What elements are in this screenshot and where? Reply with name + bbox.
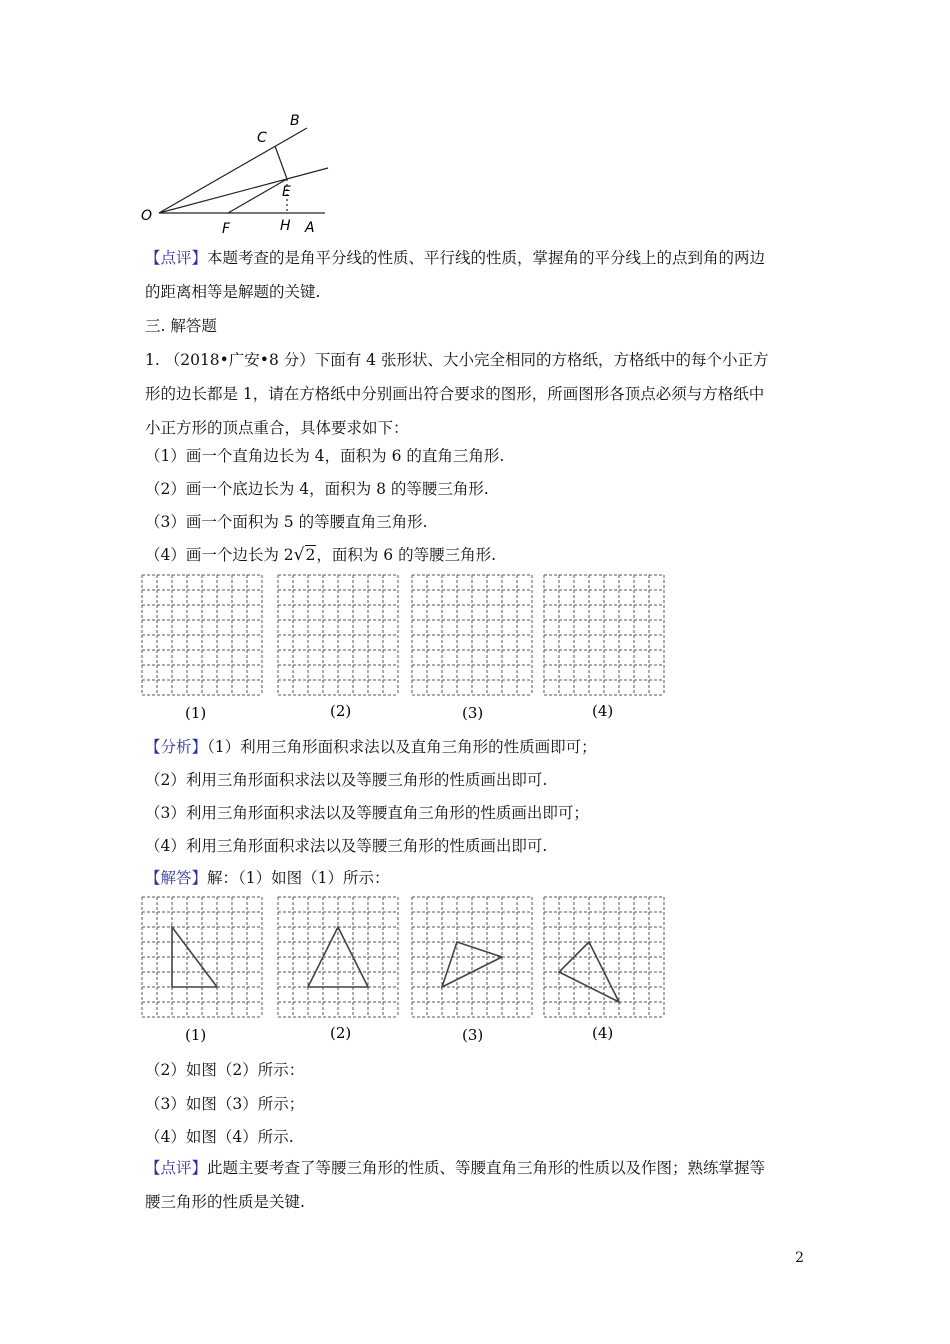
answer-grid-3 (412, 897, 532, 1017)
requirement-3: （3）画一个面积为 5 的等腰直角三角形. (145, 513, 428, 531)
section-title: 三. 解答题 (145, 317, 217, 335)
problem-line1: 1. （2018•广安•8 分）下面有 4 张形状、大小完全相同的方格纸，方格纸中的每个小正方 (145, 351, 769, 369)
problem-line2: 形的边长都是 1，请在方格纸中分别画出符合要求的图形，所画图形各顶点必须与方格纸中 (145, 385, 765, 403)
answer-grid-2 (278, 897, 398, 1017)
answer-paragraph (145, 868, 390, 888)
ray-OE (159, 168, 328, 213)
req4-suffix: ，面积为 6 的等腰三角形. (316, 546, 497, 564)
label-F: F (222, 221, 231, 237)
review-paragraph-2 (145, 1158, 765, 1178)
requirement-4 (145, 545, 496, 565)
grid-4 (544, 575, 664, 695)
ray-OB (159, 128, 307, 213)
label-A: A (305, 220, 315, 236)
grid-caption-3: (3) (462, 704, 484, 722)
sqrt-sign: √ (293, 545, 305, 565)
analysis-line4: （4）利用三角形面积求法以及等腰三角形的性质画出即可. (145, 837, 548, 855)
req4-radicand: 2 (305, 546, 316, 564)
requirement-1: （1）画一个直角边长为 4，面积为 6 的直角三角形. (145, 447, 505, 465)
blank-grid-set (140, 572, 670, 724)
review-text-line1: 本题考查的是角平分线的性质、平行线的性质，掌握角的平分线上的点到角的两边 (207, 249, 766, 267)
answer-line3: （3）如图（3）所示； (145, 1095, 305, 1113)
answer-caption-3: (3) (462, 1026, 484, 1044)
problem-line3: 小正方形的顶点重合，具体要求如下： (145, 419, 409, 437)
answer-caption-4: (4) (592, 1024, 614, 1042)
answer-tag: 【解答】 (145, 869, 208, 887)
answer-line4: （4）如图（4）所示. (145, 1128, 294, 1146)
answer-caption-2: (2) (330, 1024, 352, 1042)
answer-line1: 解：（1）如图（1）所示： (207, 869, 390, 887)
answer-grid-4 (544, 897, 664, 1017)
answer-line2: （2）如图（2）所示： (145, 1061, 305, 1079)
req4-prefix: （4）画一个边长为 2 (145, 546, 294, 564)
requirement-2: （2）画一个底边长为 4，面积为 8 的等腰三角形. (145, 480, 489, 498)
label-O: O (141, 208, 153, 224)
grid-3 (412, 575, 532, 695)
grid-caption-4: (4) (592, 702, 614, 720)
review2-line1: 此题主要考查了等腰三角形的性质、等腰直角三角形的性质以及作图；熟练掌握等 (207, 1159, 766, 1177)
analysis-tag: 【分析】 (145, 738, 208, 756)
segment-FE (228, 179, 287, 213)
angle-bisector-figure (135, 108, 345, 238)
analysis-line2: （2）利用三角形面积求法以及等腰三角形的性质画出即可. (145, 771, 548, 789)
label-B: B (290, 113, 300, 129)
grid-caption-1: (1) (185, 704, 207, 722)
grid-1 (142, 575, 262, 695)
review-text-line2: 的距离相等是解题的关键. (145, 283, 321, 301)
answer-caption-1: (1) (185, 1026, 207, 1044)
review2-line2: 腰三角形的性质是关键. (145, 1193, 305, 1211)
label-H: H (280, 218, 291, 234)
review-tag: 【点评】 (145, 249, 208, 267)
grid-caption-2: (2) (330, 702, 352, 720)
analysis-paragraph (145, 737, 597, 757)
review2-tag: 【点评】 (145, 1159, 208, 1177)
label-C: C (257, 130, 267, 146)
analysis-line1: （1）利用三角形面积求法以及直角三角形的性质画即可； (207, 738, 597, 756)
grid-2 (278, 575, 398, 695)
label-E: E (282, 184, 291, 200)
answer-grid-set (140, 894, 670, 1046)
review-paragraph-1 (145, 248, 765, 268)
analysis-line3: （3）利用三角形面积求法以及等腰直角三角形的性质画出即可； (145, 804, 589, 822)
page-number: 2 (795, 1250, 804, 1266)
segment-CE (275, 146, 287, 179)
answer-grid-1 (142, 897, 262, 1017)
